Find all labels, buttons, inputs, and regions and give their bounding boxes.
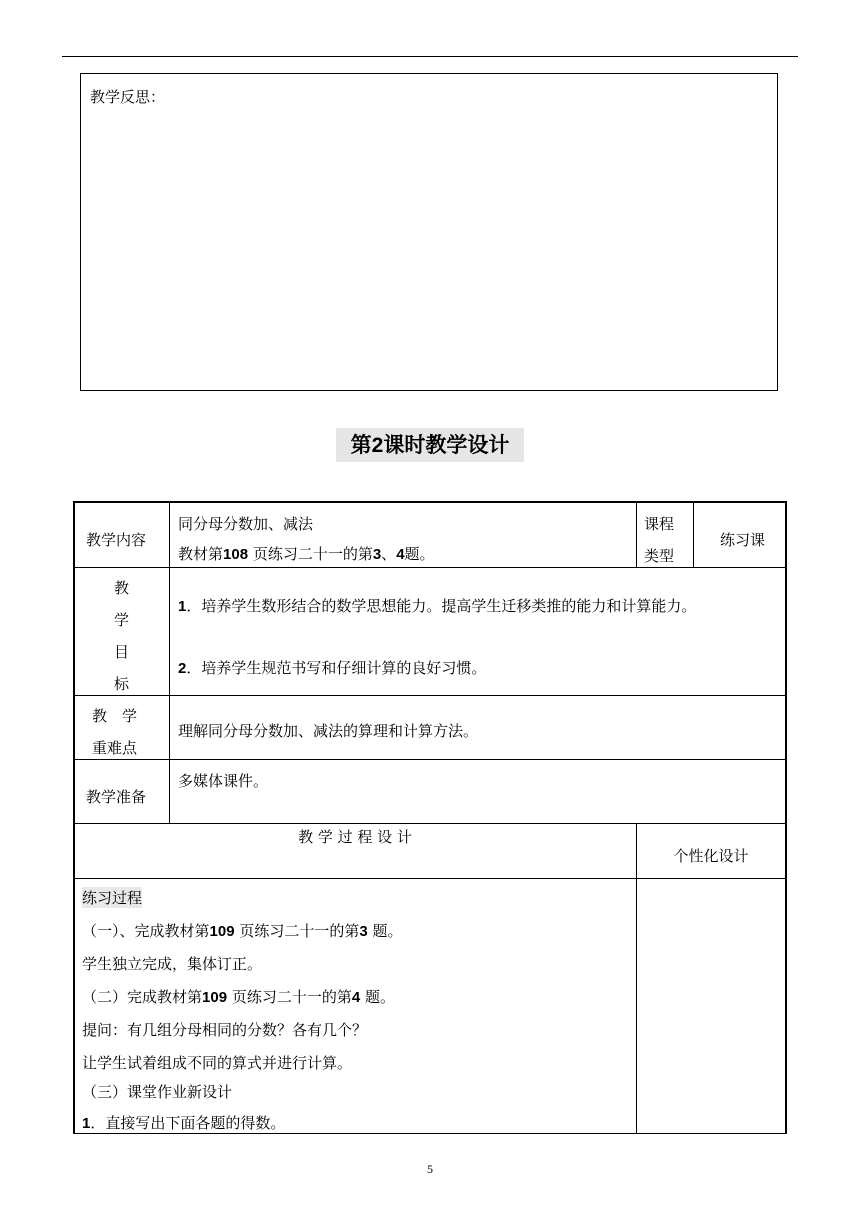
step-2-mark: （二） (82, 988, 128, 1006)
personalized-design-header: 个性化设计 (673, 847, 749, 865)
goals-label-char-2: 学 (114, 611, 130, 629)
step-2-question: 4 (351, 989, 361, 1006)
step-1-mark: （一） (82, 922, 120, 940)
table-top-border (73, 501, 786, 503)
goals-label-char-3: 目 (114, 643, 130, 661)
process-step-1-note: 学生独立完成，集体订正。 (82, 955, 263, 973)
content-label: 教学内容 (86, 531, 147, 549)
content-line2-q2: 4 (396, 546, 405, 563)
step-1-page: 109 (209, 923, 235, 940)
step-2-page: 109 (202, 989, 228, 1006)
type-label-line1: 课程 (644, 515, 675, 533)
process-step-2-question: 提问：有几组分母相同的分数？各有几个？ (82, 1021, 368, 1039)
process-header: 教 学 过 程 设 计 (298, 828, 412, 846)
step-2-text-b: 页练习二十一的第 (227, 988, 352, 1006)
row-divider-4 (73, 823, 786, 824)
section-title-number: 2 (371, 434, 384, 457)
process-step-2 (82, 986, 395, 1007)
step-2-text-a: 完成教材第 (127, 988, 203, 1006)
header-rule (62, 56, 798, 57)
content-line2-q1: 3 (372, 546, 382, 563)
row-divider-1 (73, 567, 786, 568)
reflection-box (80, 73, 778, 391)
step-1-question: 3 (359, 923, 368, 940)
content-line2-page: 108 (223, 546, 249, 563)
goal-item-2-number: 2 (178, 660, 187, 677)
step-1-text-b: 页练习二十一的第 (234, 922, 360, 940)
row-divider-5 (73, 878, 786, 879)
step-1-text-a: 、完成教材第 (119, 922, 210, 940)
difficulty-label-line1: 教 学 (92, 707, 138, 725)
page-number: 5 (427, 1162, 433, 1176)
section-title (336, 428, 524, 462)
process-step-2-note: 让学生试着组成不同的算式并进行计算。 (82, 1054, 353, 1072)
goal-item-1 (178, 595, 696, 616)
table-right-border (785, 501, 787, 1134)
process-heading: 练习过程 (82, 889, 143, 907)
step-1-text-c: 题。 (367, 922, 403, 940)
content-line2-b: 页练习二十一的第 (248, 545, 373, 563)
preparation-text: 多媒体课件。 (178, 772, 269, 790)
preparation-label: 教学准备 (86, 788, 147, 806)
goals-label-char-4: 标 (114, 675, 130, 693)
reflection-label: 教学反思： (90, 88, 166, 106)
table-left-border (73, 501, 75, 1134)
goal-item-2 (178, 657, 486, 678)
goals-label-char-1: 教 (114, 579, 130, 597)
type-label-divider-left (636, 501, 637, 567)
process-step-1 (82, 920, 402, 941)
process-step-3 (82, 1081, 232, 1102)
difficulty-label-line2: 重难点 (92, 739, 138, 757)
label-column-divider (169, 501, 170, 823)
content-line2-a: 教材第 (178, 545, 224, 563)
step-3-item-1-number: 1 (82, 1115, 91, 1132)
row-divider-2 (73, 695, 786, 696)
row-divider-3 (73, 759, 786, 760)
type-value: 练习课 (720, 531, 766, 549)
process-column-divider (636, 823, 637, 1133)
section-title-prefix: 第 (350, 433, 372, 457)
goal-item-1-text: ．培养学生数形结合的数学思想能力。提高学生迁移类推的能力和计算能力。 (186, 597, 697, 615)
goal-item-2-text: ．培养学生规范书写和仔细计算的良好习惯。 (186, 659, 487, 677)
type-label-line2: 类型 (644, 547, 675, 565)
goal-item-1-number: 1 (178, 598, 187, 615)
step-3-text: 课堂作业新设计 (127, 1083, 233, 1101)
process-step-3-item-1 (82, 1112, 285, 1133)
content-line2-d: 题。 (404, 545, 435, 563)
step-3-mark: （三） (82, 1083, 128, 1101)
type-label-divider-right (693, 501, 694, 567)
section-title-suffix: 课时教学设计 (383, 433, 510, 457)
content-line2-c: 、 (381, 545, 397, 563)
step-3-item-1-text: ．直接写出下面各题的得数。 (90, 1114, 286, 1132)
difficulty-text: 理解同分母分数加、减法的算理和计算方法。 (178, 722, 479, 740)
content-line2 (178, 543, 435, 564)
content-line1: 同分母分数加、减法 (178, 515, 314, 533)
step-2-text-c: 题。 (360, 988, 395, 1006)
table-bottom-border (73, 1133, 786, 1134)
